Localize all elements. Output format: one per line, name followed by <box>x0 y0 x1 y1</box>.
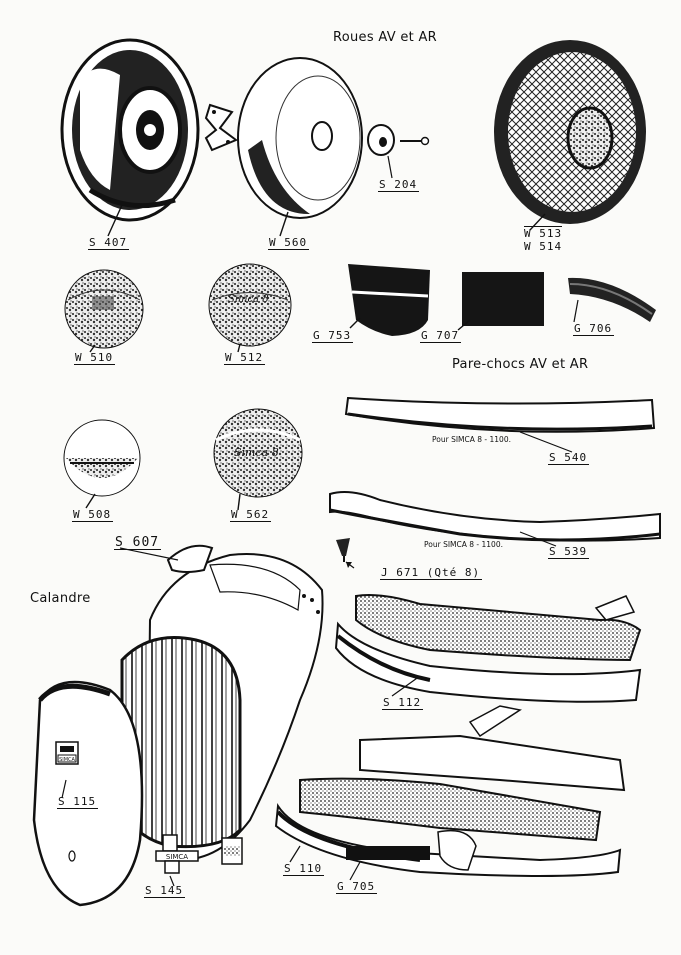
label-j671: J 671 (Qté 8) <box>381 566 481 579</box>
plate-g705-drawing <box>346 846 430 860</box>
label-w560: W 560 <box>269 236 308 249</box>
label-g753: G 753 <box>313 329 352 342</box>
heading-parechocs: Pare-chocs AV et AR <box>452 357 589 372</box>
wire-wheel-drawing <box>494 40 646 230</box>
label-w514: W 514 <box>524 240 563 253</box>
label-g707: G 707 <box>421 329 460 342</box>
label-s540: S 540 <box>549 451 588 464</box>
label-w510: W 510 <box>75 351 114 364</box>
badge-w512-drawing <box>209 264 291 352</box>
bumper-s539-drawing <box>330 492 660 546</box>
hub-bracket-drawing <box>206 105 236 150</box>
label-w512: W 512 <box>225 351 264 364</box>
patch-g707-drawing <box>458 272 544 330</box>
badge-w562-drawing <box>214 409 302 510</box>
label-w513-w514 <box>524 226 562 253</box>
strip-g706-drawing <box>568 278 656 322</box>
label-s115: S 115 <box>58 795 97 808</box>
emblem-s145-text: SIMCA <box>165 853 189 861</box>
badge-w512-script: Simca 8 <box>228 294 269 305</box>
label-s407: S 407 <box>89 236 128 249</box>
bumper-assembly-s112-drawing <box>336 595 640 702</box>
note-s539: Pour SIMCA 8 - 1100. <box>424 540 503 549</box>
label-s539: S 539 <box>549 545 588 558</box>
grille-shell-s115-drawing <box>34 682 142 905</box>
bumper-assembly-s110-drawing <box>276 706 624 880</box>
hubcap-w560-drawing <box>238 58 362 236</box>
label-s607: S 607 <box>115 535 160 550</box>
label-g706: G 706 <box>574 322 613 335</box>
wheel-s407-drawing <box>62 40 198 236</box>
label-s110: S 110 <box>284 862 323 875</box>
center-cap-s204-drawing <box>368 125 429 178</box>
badge-w508-drawing <box>64 420 140 508</box>
label-s145: S 145 <box>145 884 184 897</box>
label-w508: W 508 <box>73 508 112 521</box>
clip-j671-drawing <box>336 538 354 568</box>
badge-w510-drawing <box>65 270 143 352</box>
label-s112: S 112 <box>383 696 422 709</box>
badge-w562-script: Simca 8 <box>234 446 279 459</box>
label-w562: W 562 <box>231 508 270 521</box>
label-w513: W 513 <box>524 227 563 240</box>
heading-calandre: Calandre <box>30 591 91 606</box>
grille-shell-emblem-text: SIMCA <box>59 757 75 763</box>
note-s540: Pour SIMCA 8 - 1100. <box>432 435 511 444</box>
label-g705: G 705 <box>337 880 376 893</box>
shield-g753-drawing <box>348 264 430 336</box>
label-s204: S 204 <box>379 178 418 191</box>
heading-roues: Roues AV et AR <box>333 30 437 45</box>
